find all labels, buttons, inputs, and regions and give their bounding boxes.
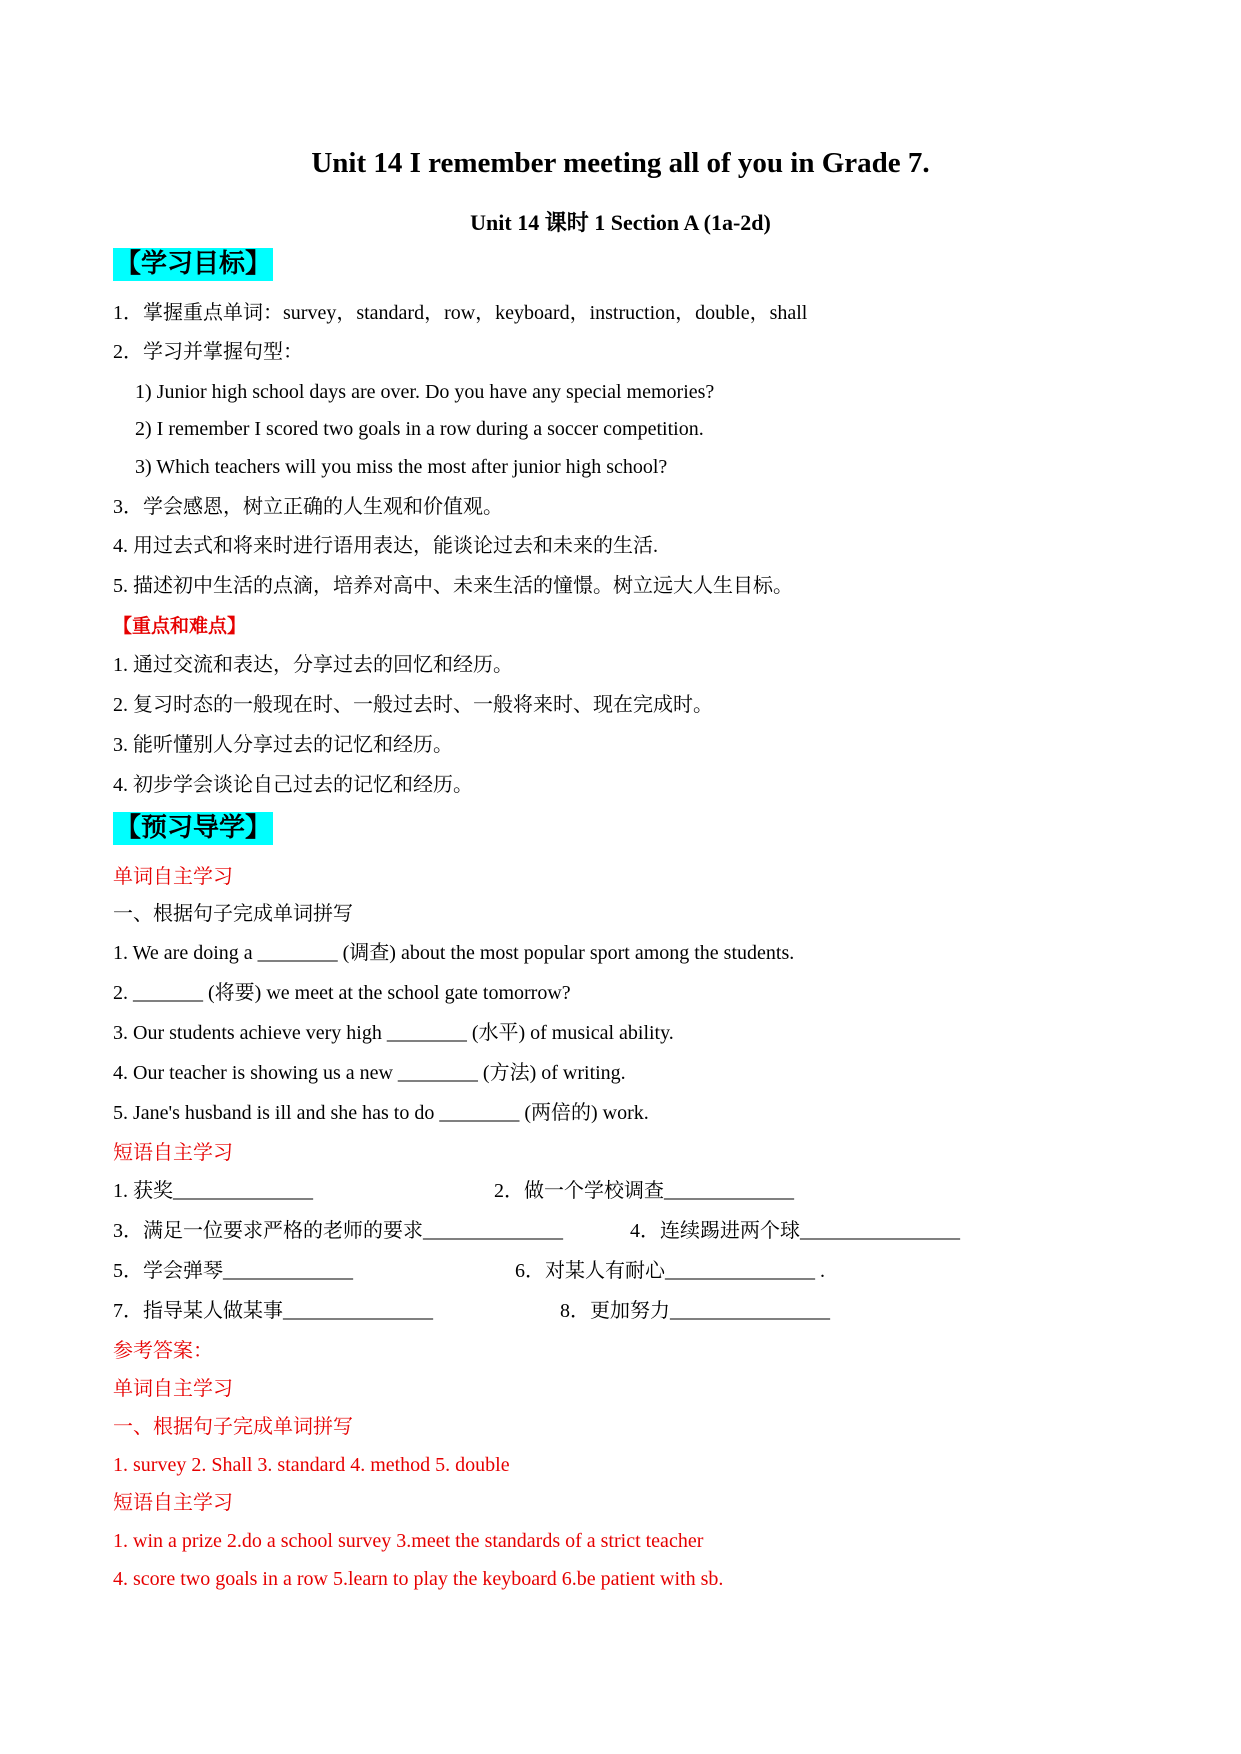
goal-item: 2．学习并掌握句型： [113,341,303,363]
phrase-exercise: 4．连续踢进两个球________________ [630,1220,960,1242]
answers-vocab-heading: 单词自主学习 [113,1378,233,1400]
answers-phrase-heading: 短语自主学习 [113,1492,233,1514]
vocab-exercise: 4. Our teacher is showing us a new ________ (方法) of writing. [113,1062,626,1084]
goal-sentence: 3) Which teachers will you miss the most after junior high school? [135,456,668,478]
phrase-exercise: 8．更加努力________________ [560,1300,830,1322]
answers-phrase-list: 4. score two goals in a row 5.learn to play the keyboard 6.be patient with sb. [113,1568,724,1590]
page-title: Unit 14 I remember meeting all of you in Grade 7. [311,147,930,179]
answers-heading: 参考答案： [113,1340,213,1362]
vocab-exercise: 2. _______ (将要) we meet at the school gate tomorrow? [113,982,571,1004]
section-heading-preview: 【预习导学】 [115,813,272,843]
goal-item: 3．学会感恩，树立正确的人生观和价值观。 [113,496,503,518]
section-heading-key-points: 【重点和难点】 [113,615,247,637]
vocab-instruction: 一、根据句子完成单词拼写 [113,903,353,925]
phrase-exercise: 6．对某人有耐心_______________ . [515,1260,825,1282]
goal-sentence: 1) Junior high school days are over. Do you have any special memories? [135,381,715,403]
key-point-item: 4. 初步学会谈论自己过去的记忆和经历。 [113,774,473,796]
phrase-exercise: 2．做一个学校调查_____________ [494,1180,794,1202]
key-point-item: 1. 通过交流和表达，分享过去的回忆和经历。 [113,654,513,676]
page-subtitle: Unit 14 课时 1 Section A (1a-2d) [470,210,771,235]
vocab-exercise: 1. We are doing a ________ (调查) about the most popular sport among the students. [113,942,795,964]
vocab-heading: 单词自主学习 [113,866,233,888]
answers-phrase-list: 1. win a prize 2.do a school survey 3.meet the standards of a strict teacher [113,1530,704,1552]
answers-vocab-instruction: 一、根据句子完成单词拼写 [113,1416,353,1438]
goal-item: 4. 用过去式和将来时进行语用表达，能谈论过去和未来的生活. [113,535,658,557]
answers-vocab-list: 1. survey 2. Shall 3. standard 4. method 5. double [113,1454,510,1476]
key-point-item: 3. 能听懂别人分享过去的记忆和经历。 [113,734,453,756]
section-heading-goals: 【学习目标】 [115,249,272,279]
phrase-exercise: 7．指导某人做某事_______________ [113,1300,433,1322]
phrase-exercise: 1. 获奖______________ [113,1180,313,1202]
goal-item: 5. 描述初中生活的点滴，培养对高中、未来生活的憧憬。树立远大人生目标。 [113,575,793,597]
vocab-exercise: 3. Our students achieve very high ________ (水平) of musical ability. [113,1022,674,1044]
goal-item: 1．掌握重点单词：survey，standard，row，keyboard，instruction，double，shall [113,302,808,324]
vocab-exercise: 5. Jane's husband is ill and she has to do ________ (两倍的) work. [113,1102,649,1124]
phrase-exercise: 3．满足一位要求严格的老师的要求______________ [113,1220,563,1242]
goal-sentence: 2) I remember I scored two goals in a row during a soccer competition. [135,418,704,440]
phrase-exercise: 5．学会弹琴_____________ [113,1260,353,1282]
key-point-item: 2. 复习时态的一般现在时、一般过去时、一般将来时、现在完成时。 [113,694,713,716]
phrase-heading: 短语自主学习 [113,1142,233,1164]
